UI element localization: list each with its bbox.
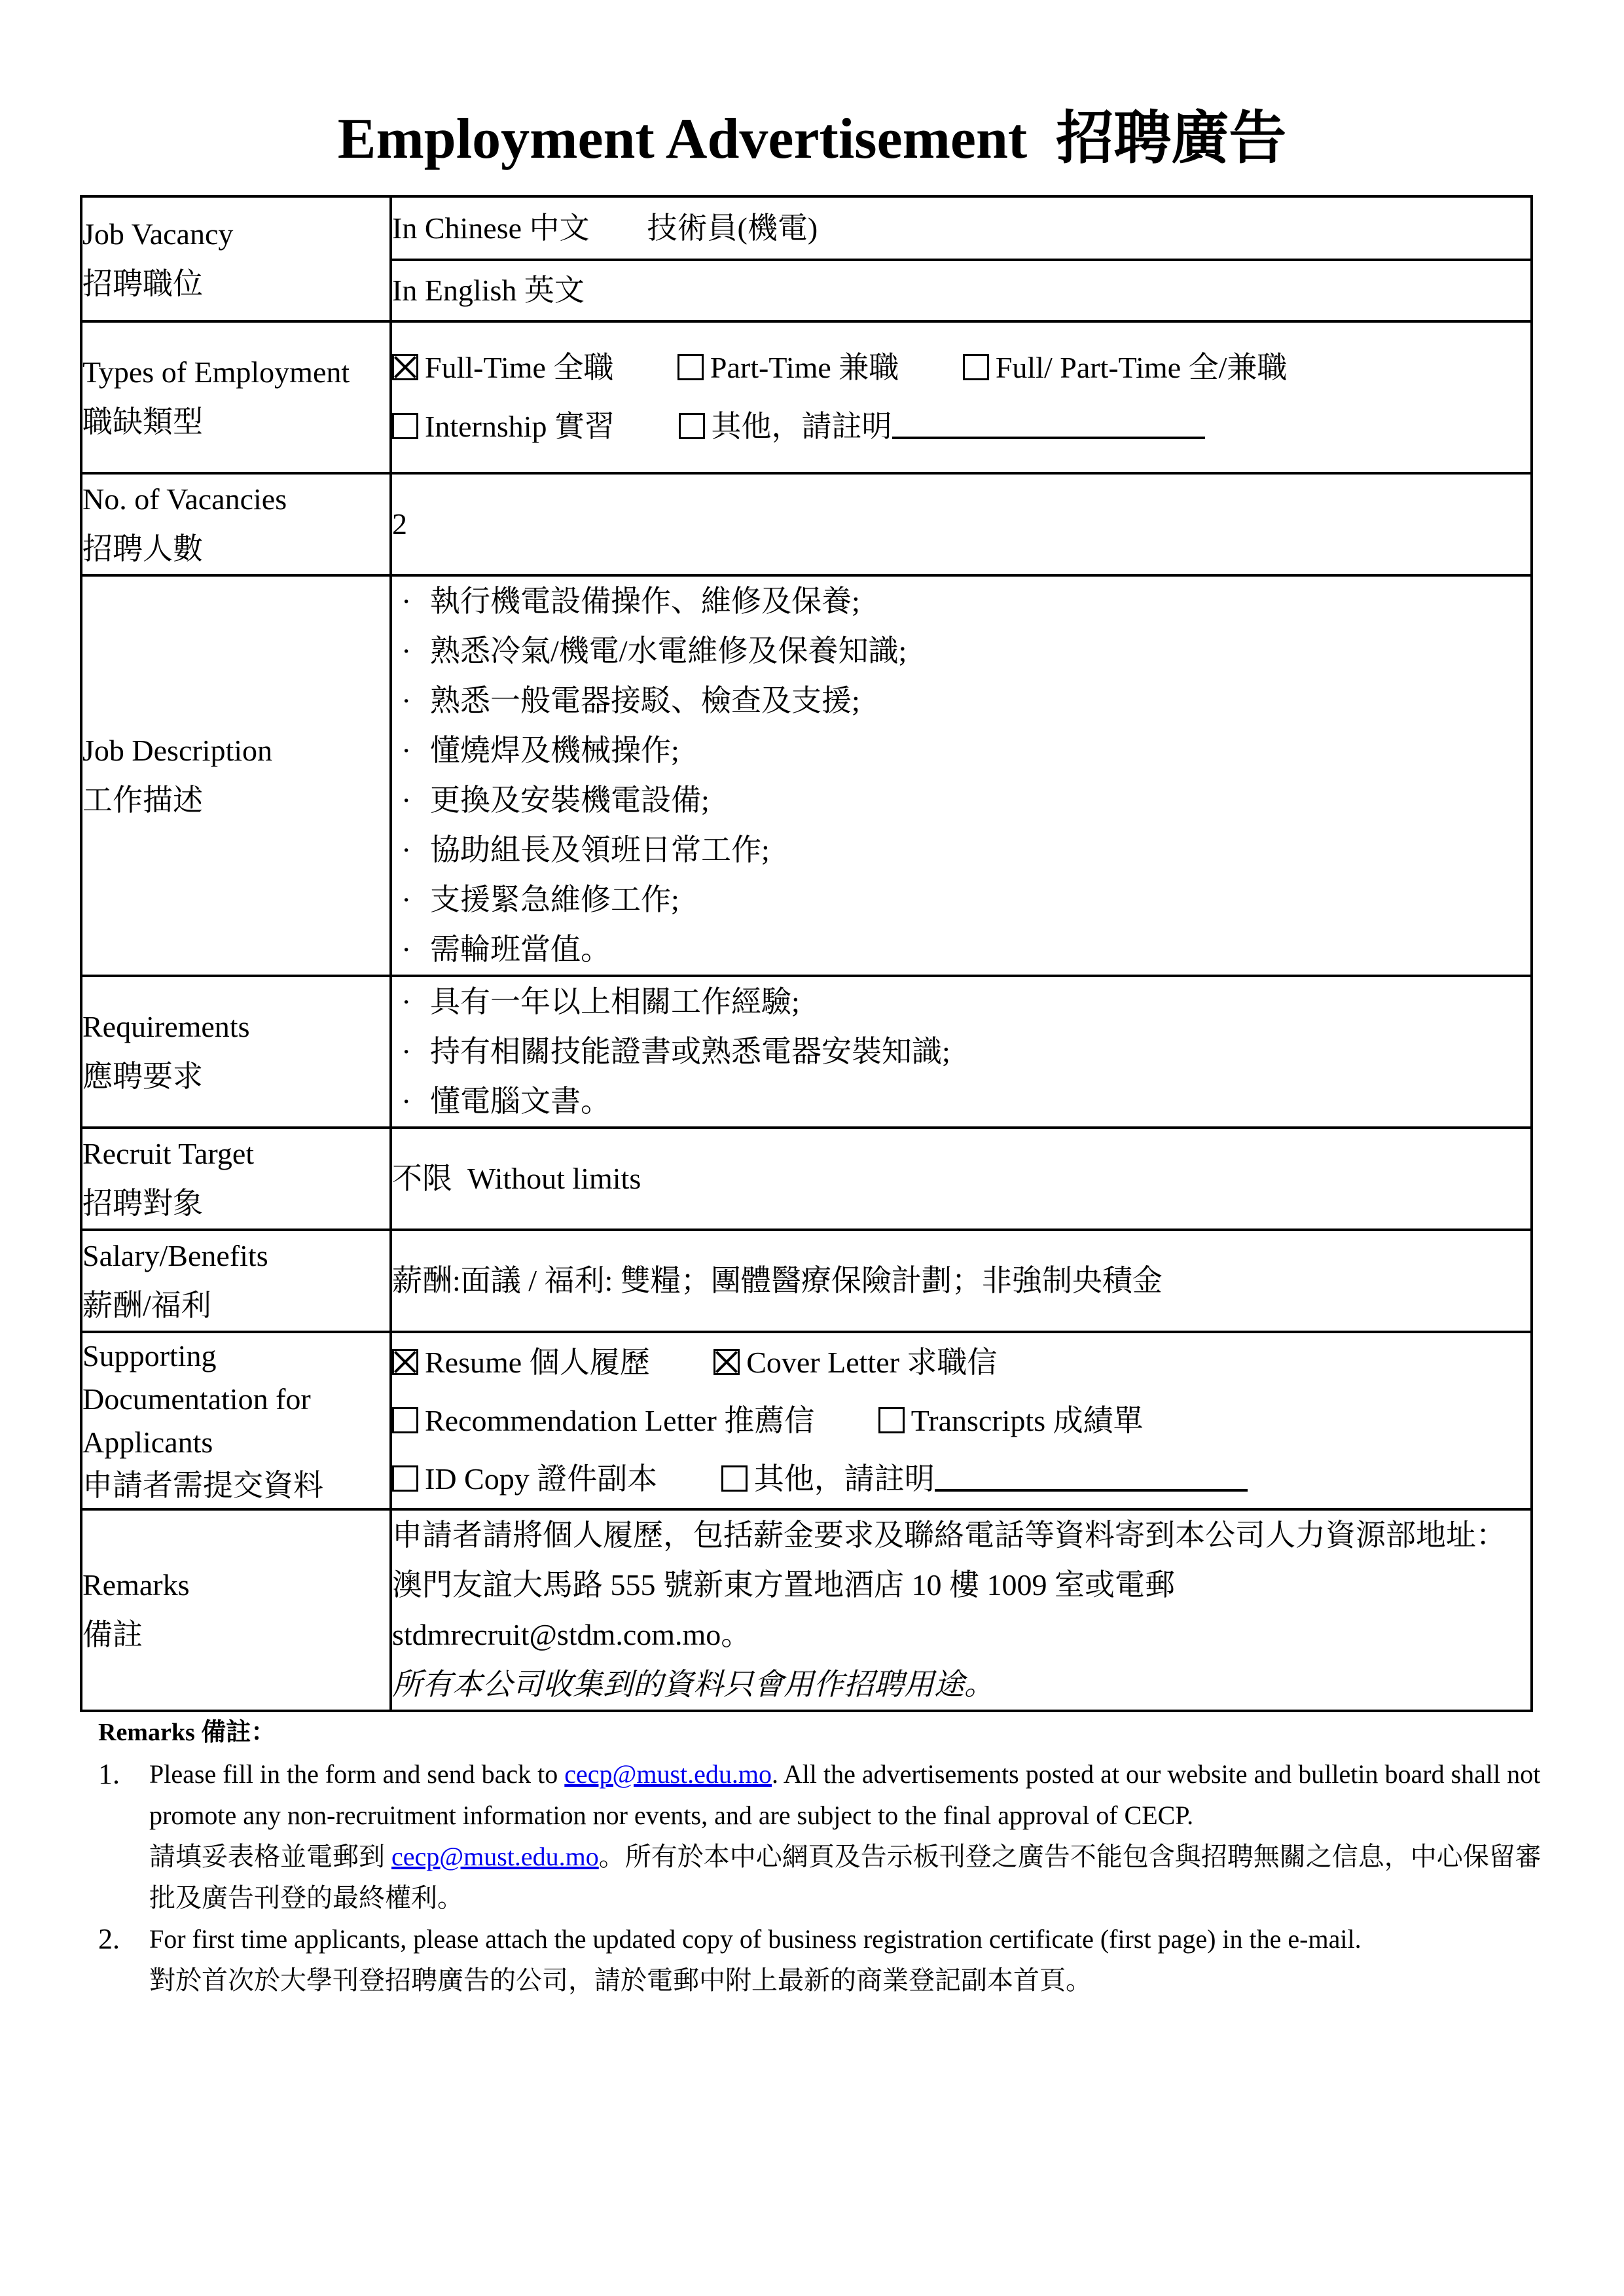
job-description-item (392, 577, 1530, 626)
footer-note-2-number: 2. (98, 1923, 120, 1955)
bullet-dot: · (401, 684, 412, 717)
supporting-docs-label-en: Supporting Documentation for Applicants (82, 1338, 311, 1459)
remarks-line-2-suffix: 。 (721, 1618, 751, 1651)
in-chinese-value: 技術員(機電) (647, 211, 818, 245)
footer-note-2-zh-text: 對於首次於大學刊登招聘廣告的公司，請於電郵中附上最新的商業登記副本首頁。 (149, 1965, 1092, 1995)
option-part-time (677, 351, 899, 384)
footer-notes (98, 1712, 1546, 2001)
footer-note-1-zh-email-link[interactable]: cecp@must.edu.mo (391, 1842, 599, 1871)
job-description-cell (391, 575, 1532, 976)
remarks-email: stdmrecruit@stdm.com.mo (392, 1618, 721, 1651)
job-description-item (392, 776, 1530, 825)
employment-types-label-zh: 職缺類型 (82, 405, 203, 439)
footer-note-1-body (149, 1753, 1546, 1918)
requirements-item (392, 977, 1530, 1027)
bullet-dot: · (401, 1085, 412, 1118)
job-vacancy-label-zh: 招聘職位 (82, 266, 203, 300)
job-description-item (392, 726, 1530, 776)
footer-note-1-zh-text: 請填妥表格並電郵到 (149, 1842, 391, 1871)
requirements-item-text: 持有相關技能證書或熟悉電器安裝知識; (430, 1035, 950, 1068)
supporting-docs-line-2 (392, 1391, 1530, 1450)
checkbox-id-copy[interactable] (392, 1465, 418, 1492)
checkbox-internship[interactable] (392, 413, 418, 439)
option-resume-label: Resume 個人履歷 (425, 1346, 650, 1379)
salary-benefits-cell (391, 1230, 1532, 1332)
checkbox-transcripts[interactable] (878, 1407, 905, 1433)
option-recommendation-letter (392, 1404, 814, 1437)
bullet-dot: · (401, 833, 412, 867)
option-other-doc (721, 1462, 1248, 1496)
bullet-dot: · (401, 634, 412, 668)
row-job-vacancy (81, 196, 1532, 260)
remarks-label-cell (81, 1509, 391, 1711)
option-other-type-label: 其他，請註明 (711, 410, 892, 443)
requirements-cell (391, 976, 1532, 1128)
row-vacancies (81, 473, 1532, 575)
job-description-item-text: 需輪班當值。 (430, 933, 611, 966)
bullet-dot: · (401, 1035, 412, 1068)
row-job-description (81, 575, 1532, 976)
recruit-target-label-zh: 招聘對象 (82, 1187, 203, 1220)
checkbox-cover-letter[interactable] (713, 1349, 740, 1375)
vacancies-label-en: No. of Vacancies (82, 482, 287, 516)
job-description-item-text: 熟悉冷氣/機電/水電維修及保養知識; (430, 634, 907, 668)
other-type-blank-line[interactable] (892, 433, 1205, 439)
requirements-label-cell (81, 976, 391, 1128)
row-salary-benefits (81, 1230, 1532, 1332)
supporting-docs-line-3 (392, 1450, 1530, 1508)
vacancies-label-zh: 招聘人數 (82, 532, 203, 565)
option-full-time (392, 351, 613, 384)
footer-note-1-zh-text-after: 。所有於本中心網頁及告示板刊登之廣告不能包含與招聘無關之信息，中心保留審批及廣告刊登的最終權利。 (149, 1842, 1542, 1912)
job-vacancy-in-chinese-cell (391, 196, 1532, 260)
supporting-docs-label-zh: 申請者需提交資料 (82, 1468, 323, 1502)
recruit-target-label-en: Recruit Target (82, 1137, 255, 1170)
employment-types-cell (391, 321, 1532, 473)
footer-note-2-en-text: For first time applicants, please attach the updated copy of business registration certificate (first page) in the e-mail. (149, 1924, 1362, 1954)
footer-note-2 (98, 1918, 1546, 2001)
remarks-line-2 (392, 1560, 1530, 1660)
job-description-label-cell (81, 575, 391, 976)
recruit-target-cell (391, 1128, 1532, 1230)
footer-note-1-number: 1. (98, 1758, 120, 1790)
recruit-target-label-cell (81, 1128, 391, 1230)
option-cover-letter (713, 1346, 997, 1379)
checkbox-resume[interactable] (392, 1349, 418, 1375)
recruit-target-value: 不限 Without limits (392, 1162, 641, 1195)
option-other-doc-label: 其他，請註明 (753, 1462, 935, 1496)
requirements-item-text: 具有一年以上相關工作經驗; (430, 985, 800, 1018)
job-vacancy-label-en: Job Vacancy (82, 217, 234, 251)
in-english-label: In English 英文 (392, 274, 585, 307)
checkbox-part-time[interactable] (677, 354, 704, 380)
option-id-copy (392, 1462, 657, 1496)
checkbox-other-type[interactable] (679, 413, 705, 439)
job-description-label-zh: 工作描述 (82, 783, 203, 817)
option-transcripts-label: Transcripts 成績單 (911, 1404, 1144, 1437)
remarks-line-1: 申請者請將個人履歷，包括薪金要求及聯絡電話等資料寄到本公司人力資源部地址： (392, 1518, 1506, 1552)
row-supporting-docs (81, 1332, 1532, 1509)
option-resume (392, 1346, 650, 1379)
job-description-label-en: Job Description (82, 734, 273, 767)
option-other-type (679, 410, 1205, 443)
checkbox-recommendation-letter[interactable] (392, 1407, 418, 1433)
option-full-time-label: Full-Time 全職 (425, 351, 614, 384)
remarks-address: 澳門友誼大馬路 555 號新東方置地酒店 10 樓 1009 室或電郵 (392, 1568, 1183, 1602)
vacancies-label-cell (81, 473, 391, 575)
other-doc-blank-line[interactable] (935, 1485, 1248, 1492)
option-full-part-time-label: Full/ Part-Time 全/兼職 (995, 351, 1288, 384)
row-employment-types (81, 321, 1532, 473)
requirements-label-en: Requirements (82, 1010, 250, 1043)
salary-benefits-label-zh: 薪酬/福利 (82, 1289, 211, 1322)
employment-types-label-en: Types of Employment (82, 355, 350, 389)
footer-note-1-en-text: Please fill in the form and send back to (149, 1759, 565, 1789)
job-description-item-text: 熟悉一般電器接駁、檢查及支援; (430, 684, 860, 717)
in-chinese-label: In Chinese 中文 (392, 211, 590, 245)
job-description-item-text: 執行機電設備操作、維修及保養; (430, 584, 860, 618)
remarks-label-en: Remarks (82, 1568, 190, 1602)
bullet-dot: · (401, 734, 412, 767)
employment-form-table (80, 195, 1533, 1712)
job-description-item (392, 875, 1530, 925)
employment-types-label-cell (81, 321, 391, 473)
checkbox-full-time[interactable] (392, 354, 418, 380)
requirements-item (392, 1027, 1530, 1077)
job-description-item-text: 更換及安裝機電設備; (430, 783, 710, 817)
bullet-dot: · (401, 933, 412, 966)
checkbox-other-doc[interactable] (721, 1465, 748, 1492)
supporting-docs-line-1 (392, 1333, 1530, 1391)
option-transcripts (878, 1404, 1144, 1437)
row-remarks (81, 1509, 1532, 1711)
row-recruit-target (81, 1128, 1532, 1230)
option-id-copy-label: ID Copy 證件副本 (425, 1462, 658, 1496)
remarks-cell (391, 1509, 1532, 1711)
bullet-dot: · (401, 985, 412, 1018)
bullet-dot: · (401, 584, 412, 618)
option-recommendation-letter-label: Recommendation Letter 推薦信 (425, 1404, 815, 1437)
job-vacancy-in-english-cell (391, 260, 1532, 321)
employment-types-line-2 (392, 397, 1530, 456)
salary-benefits-label-en: Salary/Benefits (82, 1239, 268, 1272)
remarks-label-zh: 備註 (82, 1618, 143, 1651)
checkbox-full-part-time[interactable] (963, 354, 989, 380)
job-description-item (392, 676, 1530, 726)
job-description-item-text: 協助組長及領班日常工作; (430, 833, 770, 867)
salary-benefits-value: 薪酬:面議 / 福利: 雙糧；團體醫療保險計劃；非強制央積金 (392, 1264, 1163, 1297)
job-description-item (392, 925, 1530, 975)
footer-note-1-en-email-link[interactable]: cecp@must.edu.mo (564, 1759, 772, 1789)
option-full-part-time (963, 351, 1288, 384)
vacancies-value-cell (391, 473, 1532, 575)
page-title: Employment Advertisement 招聘廣告 (337, 107, 1287, 171)
job-description-item-text: 懂燒焊及機械操作; (430, 734, 679, 767)
vacancies-value: 2 (392, 507, 407, 541)
option-internship (392, 410, 615, 443)
salary-benefits-label-cell (81, 1230, 391, 1332)
employment-types-line-1 (392, 338, 1530, 397)
option-internship-label: Internship 實習 (425, 410, 615, 443)
footer-heading: Remarks 備註： (98, 1719, 276, 1746)
option-part-time-label: Part-Time 兼職 (710, 351, 899, 384)
requirements-item-text: 懂電腦文書。 (430, 1085, 611, 1118)
row-requirements (81, 976, 1532, 1128)
requirements-item (392, 1077, 1530, 1126)
remarks-line-3: 所有本公司收集到的資料只會用作招聘用途。 (392, 1668, 994, 1701)
bullet-dot: · (401, 783, 412, 817)
footer-note-1-en-text-after: . All the advertisements posted at our website and bulletin board shall not promote any non-recruitment information nor events, and are subject to the final approval of CECP. (149, 1759, 1547, 1830)
supporting-docs-cell (391, 1332, 1532, 1509)
job-description-item-text: 支援緊急維修工作; (430, 883, 679, 916)
requirements-label-zh: 應聘要求 (82, 1060, 203, 1093)
footer-note-2-body (149, 1918, 1546, 2001)
job-vacancy-label-cell (81, 196, 391, 321)
job-description-item (392, 825, 1530, 875)
option-cover-letter-label: Cover Letter 求職信 (746, 1346, 998, 1379)
footer-note-1 (98, 1753, 1546, 1918)
supporting-docs-label-cell (81, 1332, 391, 1509)
job-description-item (392, 626, 1530, 676)
bullet-dot: · (401, 883, 412, 916)
